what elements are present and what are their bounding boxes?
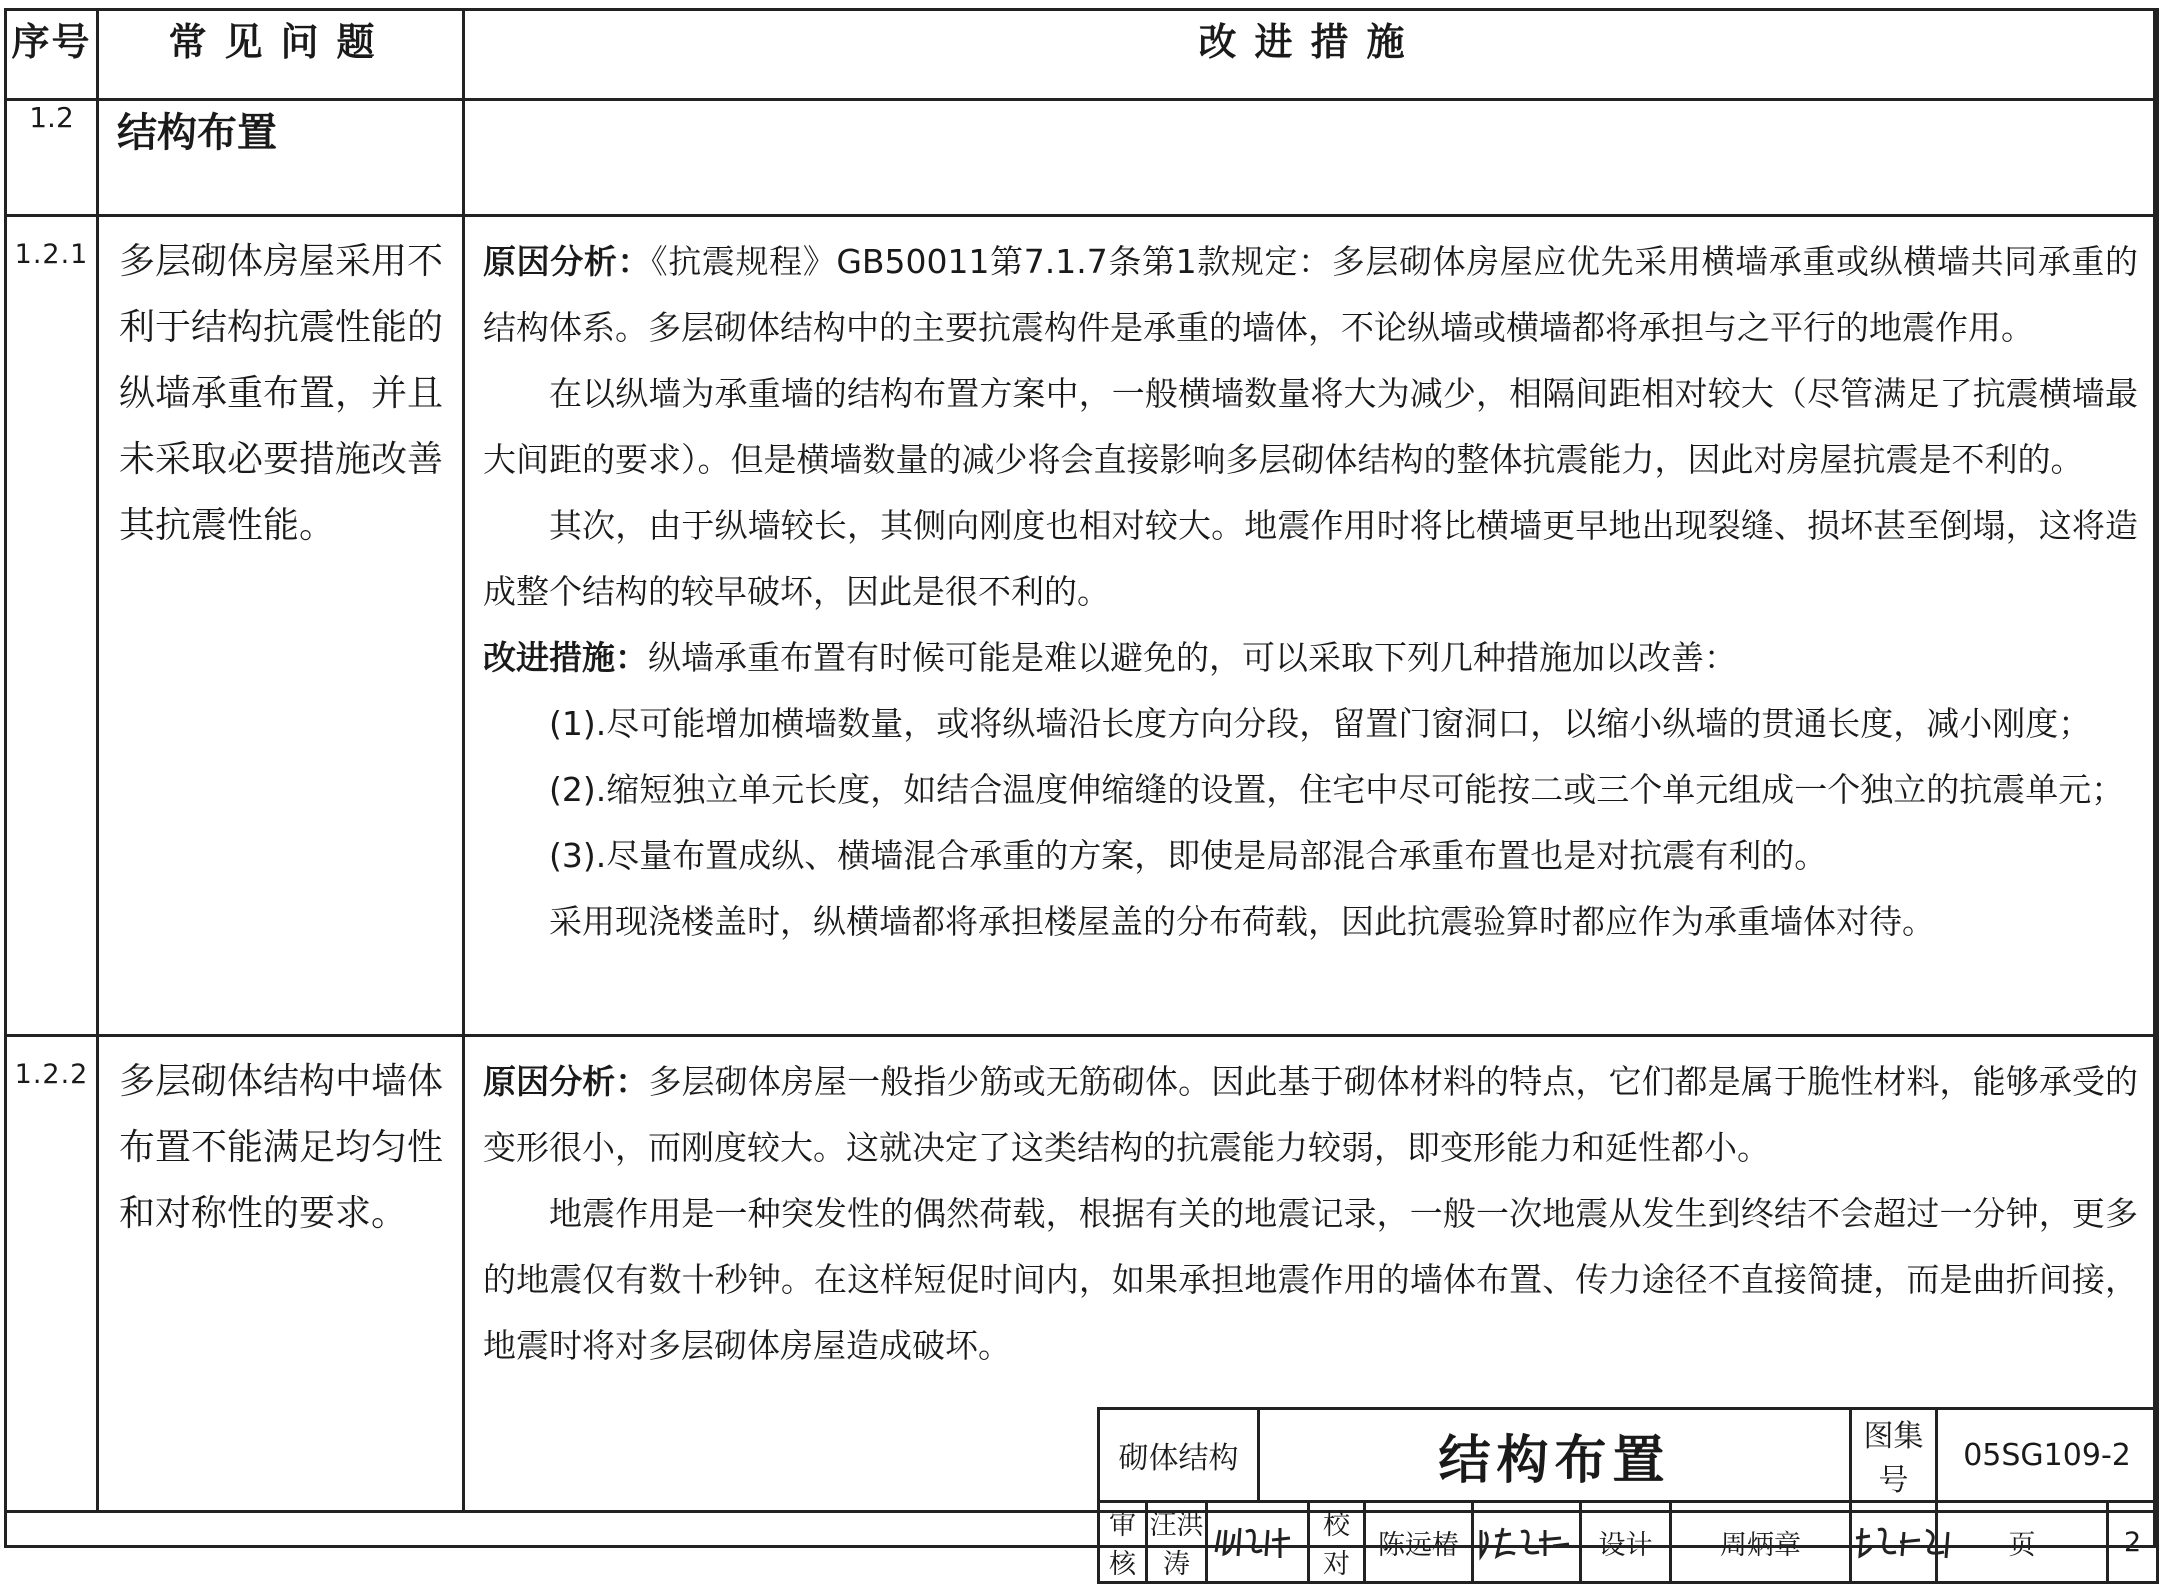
measure-item: (3).尽量布置成纵、横墙混合承重的方案，即使是局部混合承重布置也是对抗震有利的。 (549, 836, 1828, 875)
section-title: 结构布置 (98, 100, 464, 216)
check-label: 校对 (1309, 1502, 1365, 1583)
header-serial-number: 序号 (6, 10, 98, 100)
cause-text: 多层砌体房屋一般指少筋或无筋砌体。因此基于砌体材料的特点，它们都是属于脆性材料，能够承受的变形很小，而刚度较大。这就决定了这类结构的抗震能力较弱，即变形能力和延性都小。 (483, 1062, 2139, 1167)
row-number: 1.2.1 (6, 216, 98, 1036)
cause-label: 原因分析： (483, 1062, 649, 1101)
header-common-issue: 常见问题 (98, 10, 464, 100)
designer-name: 周炳章 (1671, 1502, 1851, 1583)
section-number: 1.2 (6, 100, 98, 216)
analysis-paragraph: 地震作用是一种突发性的偶然荷载，根据有关的地震记录，一般一次地震从发生到终结不会超过一分钟，更多的地震仅有数十秒钟。在这样短促时间内，如果承担地震作用的墙体布置、传力途径不直接简捷，而是曲折间接，地震时将对多层砌体房屋造成破坏。 (483, 1194, 2138, 1365)
row-issue: 多层砌体结构中墙体布置不能满足均匀性和对称性的要求。 (98, 1036, 464, 1512)
page-label: 页 (1937, 1502, 2108, 1583)
analysis-paragraph: 采用现浇楼盖时，纵横墙都将承担楼屋盖的分布荷载，因此抗震验算时都应作为承重墙体对待。 (549, 902, 1935, 941)
reviewer-name: 汪洪涛 (1147, 1502, 1207, 1583)
cause-label: 原因分析： (483, 242, 652, 281)
measure-text: 纵墙承重布置有时候可能是难以避免的，可以采取下列几种措施加以改善： (648, 638, 1737, 677)
measure-item: (2).缩短独立单元长度，如结合温度伸缩缝的设置，住宅中尽可能按二或三个单元组成一个独立的抗震单元； (549, 770, 2125, 809)
header-improvement-measure: 改进措施 (464, 10, 2158, 100)
cause-text: 《抗震规程》GB50011第7.1.7条第1款规定：多层砌体房屋应优先采用横墙承重或纵横墙共同承重的结构体系。多层砌体结构中的主要抗震构件是承重的墙体，不论纵墙或横墙都将承担与之平行的地震作用。 (483, 242, 2138, 347)
design-label: 设计 (1581, 1502, 1671, 1583)
page-border (4, 8, 2156, 1548)
row-issue: 多层砌体房屋采用不利于结构抗震性能的纵墙承重布置，并且未采取必要措施改善其抗震性能。 (98, 216, 464, 1036)
drawing-title: 结构布置 (1259, 1409, 1851, 1502)
measure-item: (1).尽可能增加横墙数量，或将纵墙沿长度方向分段，留置门窗洞口，以缩小纵墙的贯通长度，减小刚度； (549, 704, 2092, 743)
title-block-category: 砌体结构 (1099, 1409, 1259, 1502)
page-number: 2 (2108, 1502, 2158, 1583)
analysis-paragraph: 在以纵墙为承重墙的结构布置方案中，一般横墙数量将大为减少，相隔间距相对较大（尽管满足了抗震横墙最大间距的要求）。但是横墙数量的减少将会直接影响多层砌体结构的整体抗震能力，因此对房屋抗震是不利的。 (483, 374, 2138, 479)
review-label: 审核 (1099, 1502, 1147, 1583)
row-number: 1.2.2 (6, 1036, 98, 1512)
measure-label: 改进措施： (483, 638, 648, 677)
analysis-paragraph: 其次，由于纵墙较长，其侧向刚度也相对较大。地震作用时将比横墙更早地出现裂缝、损坏甚至倒塌，这将造成整个结构的较早破坏，因此是很不利的。 (483, 506, 2138, 611)
atlas-number: 05SG109-2 (1937, 1409, 2158, 1502)
checker-name: 陈远椿 (1365, 1502, 1473, 1583)
atlas-label: 图集号 (1851, 1409, 1937, 1502)
